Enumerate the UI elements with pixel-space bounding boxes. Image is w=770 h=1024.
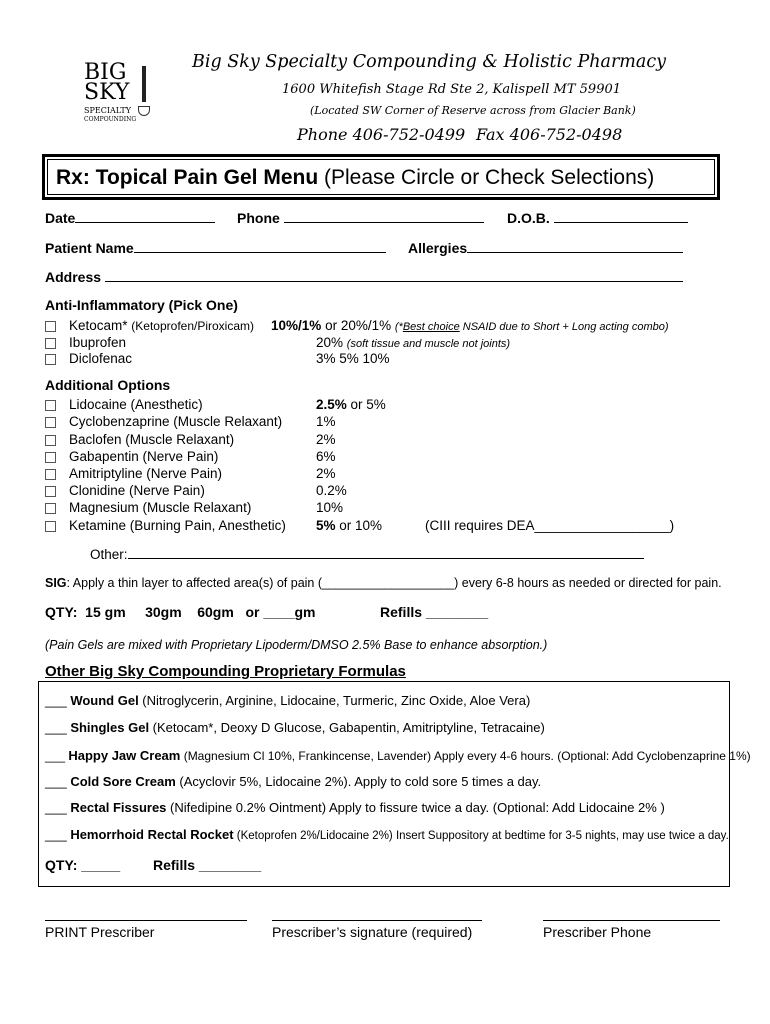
formulas-refills[interactable]: Refills ________	[153, 857, 262, 873]
title-sub: (Please Circle or Check Selections)	[324, 166, 655, 189]
ibuprofen-note: (soft tissue and muscle not joints)	[346, 338, 511, 350]
strength-rest: 20%	[316, 335, 344, 350]
pharmacy-fax: Fax 406-752-0498	[476, 125, 623, 144]
other-label: Other:	[90, 547, 128, 562]
checkbox-icon[interactable]	[45, 435, 56, 446]
additional-item[interactable]	[45, 396, 203, 413]
strength-bold: 5%	[316, 518, 336, 533]
patient-name-field[interactable]	[45, 240, 386, 256]
checkbox-icon[interactable]	[45, 469, 56, 480]
formula-blank: ___	[45, 774, 71, 789]
item-strength: 6%	[316, 449, 336, 464]
formula-blank: ___	[45, 827, 71, 842]
formula-name: Shingles Gel	[70, 720, 150, 735]
formula-blank: ___	[45, 693, 71, 708]
anti-item-ibuprofen[interactable]	[45, 334, 126, 351]
item-name: Clonidine (Nerve Pain)	[69, 483, 205, 498]
logo-big: BIG	[84, 60, 127, 85]
phone-field[interactable]	[237, 210, 484, 226]
item-strength: 1%	[316, 414, 336, 429]
pharmacy-phone: Phone 406-752-0499	[297, 125, 466, 144]
prescriber-phone-label: Prescriber Phone	[543, 924, 652, 940]
strength-bold: 2.5%	[316, 397, 347, 412]
formula-wound-gel[interactable]	[45, 693, 530, 708]
strength-rest: or 5%	[346, 397, 386, 412]
additional-item[interactable]	[45, 499, 251, 516]
formula-rectal-fissures[interactable]	[45, 800, 665, 815]
signature-line[interactable]	[272, 920, 482, 921]
dob-field[interactable]	[507, 210, 688, 226]
formula-desc: (Nitroglycerin, Arginine, Lidocaine, Turmeric, Zinc Oxide, Aloe Vera)	[138, 693, 531, 708]
item-name: Ibuprofen	[69, 335, 127, 350]
item-name: Baclofen (Muscle Relaxant)	[69, 432, 235, 447]
mortar-icon	[138, 106, 150, 116]
sig-line	[45, 575, 722, 592]
item-name: Lidocaine (Anesthetic)	[69, 397, 203, 412]
other-field[interactable]	[90, 546, 644, 563]
checkbox-icon[interactable]	[45, 338, 56, 349]
item-name: Amitriptyline (Nerve Pain)	[69, 466, 223, 481]
formula-shingles-gel[interactable]	[45, 720, 545, 735]
formula-happy-jaw[interactable]	[45, 748, 751, 763]
strength-rest: or 10%	[335, 518, 383, 533]
location-note: (Located SW Corner of Reserve across from Glacier Bank)	[310, 104, 636, 117]
formula-cold-sore[interactable]	[45, 774, 541, 789]
refills-line[interactable]: Refills ________	[380, 604, 489, 620]
formula-blank: ___	[45, 749, 69, 763]
checkbox-icon[interactable]	[45, 503, 56, 514]
pharmacy-logo	[84, 62, 164, 134]
item-strength	[316, 517, 382, 534]
additional-item[interactable]	[45, 465, 222, 482]
formula-name: Hemorrhoid Rectal Rocket	[70, 827, 234, 842]
additional-item[interactable]	[45, 413, 282, 430]
formula-desc: (Ketocam*, Deoxy D Glucose, Gabapentin, Amitriptyline, Tetracaine)	[149, 720, 545, 735]
item-name: Cyclobenzaprine (Muscle Relaxant)	[69, 414, 283, 429]
anti-item-diclofenac[interactable]	[45, 350, 132, 367]
patient-name-label: Patient Name	[45, 240, 134, 256]
formula-name: Wound Gel	[70, 693, 139, 708]
logo-compounding: COMPOUNDING	[84, 116, 137, 123]
checkbox-icon[interactable]	[45, 354, 56, 365]
strength-rest: or 20%/1%	[325, 318, 392, 333]
formulas-heading: Other Big Sky Compounding Proprietary Formulas	[45, 663, 406, 680]
print-prescriber-label: PRINT Prescriber	[45, 924, 155, 940]
formula-blank: ___	[45, 720, 71, 735]
pharmacy-address: 1600 Whitefish Stage Rd Ste 2, Kalispell MT 59901	[282, 82, 622, 97]
formula-name: Happy Jaw Cream	[68, 748, 181, 763]
base-note: (Pain Gels are mixed with Proprietary Lipoderm/DMSO 2.5% Base to enhance absorption.)	[45, 638, 548, 652]
date-field[interactable]	[45, 210, 215, 226]
checkbox-icon[interactable]	[45, 417, 56, 428]
anti-inflammatory-heading: Anti-Inflammatory (Pick One)	[45, 297, 238, 313]
diclofenac-strength: 3% 5% 10%	[316, 351, 390, 366]
formula-hemorrhoid[interactable]	[45, 827, 729, 842]
prescriber-phone-line[interactable]	[543, 920, 720, 921]
formula-desc: (Nifedipine 0.2% Ointment) Apply to fissure twice a day. (Optional: Add Lidocaine 2% )	[166, 800, 665, 815]
item-name: Ketocam*	[69, 318, 128, 333]
checkbox-icon[interactable]	[45, 521, 56, 532]
logo-sky: SKY	[84, 80, 130, 105]
item-name: Ketamine (Burning Pain, Anesthetic)	[69, 518, 286, 533]
address-label: Address	[45, 269, 102, 285]
formula-name: Rectal Fissures	[70, 800, 167, 815]
sig-label: SIG	[45, 576, 67, 590]
additional-item[interactable]	[45, 482, 205, 499]
item-name: Magnesium (Muscle Relaxant)	[69, 500, 252, 515]
formula-blank: ___	[45, 800, 71, 815]
signature-label: Prescriber’s signature (required)	[272, 924, 473, 940]
logo-specialty: SPECIALTY	[84, 106, 132, 115]
allergies-label: Allergies	[408, 240, 468, 256]
sig-text: : Apply a thin layer to affected area(s) of pain (___________________) every 6-8 hours as needed or directed for pain.	[66, 576, 722, 590]
qty-line[interactable]: QTY: 15 gm 30gm 60gm or ____gm	[45, 604, 316, 620]
item-detail: (Ketoprofen/Piroxicam)	[131, 319, 255, 333]
date-label: Date	[45, 210, 76, 226]
ketocam-note: (*Best choice NSAID due to Short + Long acting combo)	[394, 321, 669, 333]
additional-item[interactable]	[45, 517, 286, 534]
dea-requirement: (CIII requires DEA__________________)	[425, 518, 675, 533]
formula-desc: (Acyclovir 5%, Lidocaine 2%). Apply to cold sore 5 times a day.	[175, 774, 542, 789]
checkbox-icon[interactable]	[45, 486, 56, 497]
checkbox-icon[interactable]	[45, 452, 56, 463]
checkbox-icon[interactable]	[45, 400, 56, 411]
item-strength: 10%	[316, 500, 344, 515]
strength-bold: 10%/1%	[271, 318, 322, 333]
item-strength: 0.2%	[316, 483, 347, 498]
item-strength: 2%	[316, 466, 336, 481]
address-field[interactable]	[45, 269, 683, 285]
anti-item-ketocam[interactable]	[45, 317, 254, 335]
allergies-field[interactable]	[408, 240, 683, 256]
item-name: Gabapentin (Nerve Pain)	[69, 449, 219, 464]
phone-label: Phone	[237, 210, 280, 226]
item-strength	[316, 396, 386, 413]
formulas-qty[interactable]: QTY: _____	[45, 857, 121, 873]
pharmacy-name: Big Sky Specialty Compounding & Holistic Pharmacy	[192, 52, 667, 72]
logo-bar	[142, 66, 146, 102]
title-box	[42, 154, 720, 200]
formula-desc: (Ketoprofen 2%/Lidocaine 2%) Insert Suppository at bedtime for 3-5 nights, may use twice a day.	[233, 830, 729, 842]
item-strength: 2%	[316, 432, 336, 447]
checkbox-icon[interactable]	[45, 321, 56, 332]
additional-heading: Additional Options	[45, 377, 171, 393]
additional-item[interactable]	[45, 431, 234, 448]
item-name: Diclofenac	[69, 351, 133, 366]
title-main: Rx: Topical Pain Gel Menu	[56, 166, 319, 189]
additional-item[interactable]	[45, 448, 218, 465]
formula-desc: (Magnesium Cl 10%, Frankincense, Lavender) Apply every 4-6 hours. (Optional: Add Cyclobenzaprine 1%)	[180, 749, 751, 763]
print-prescriber-line[interactable]	[45, 920, 247, 921]
dob-label: D.O.B.	[507, 210, 550, 226]
formula-name: Cold Sore Cream	[70, 774, 176, 789]
